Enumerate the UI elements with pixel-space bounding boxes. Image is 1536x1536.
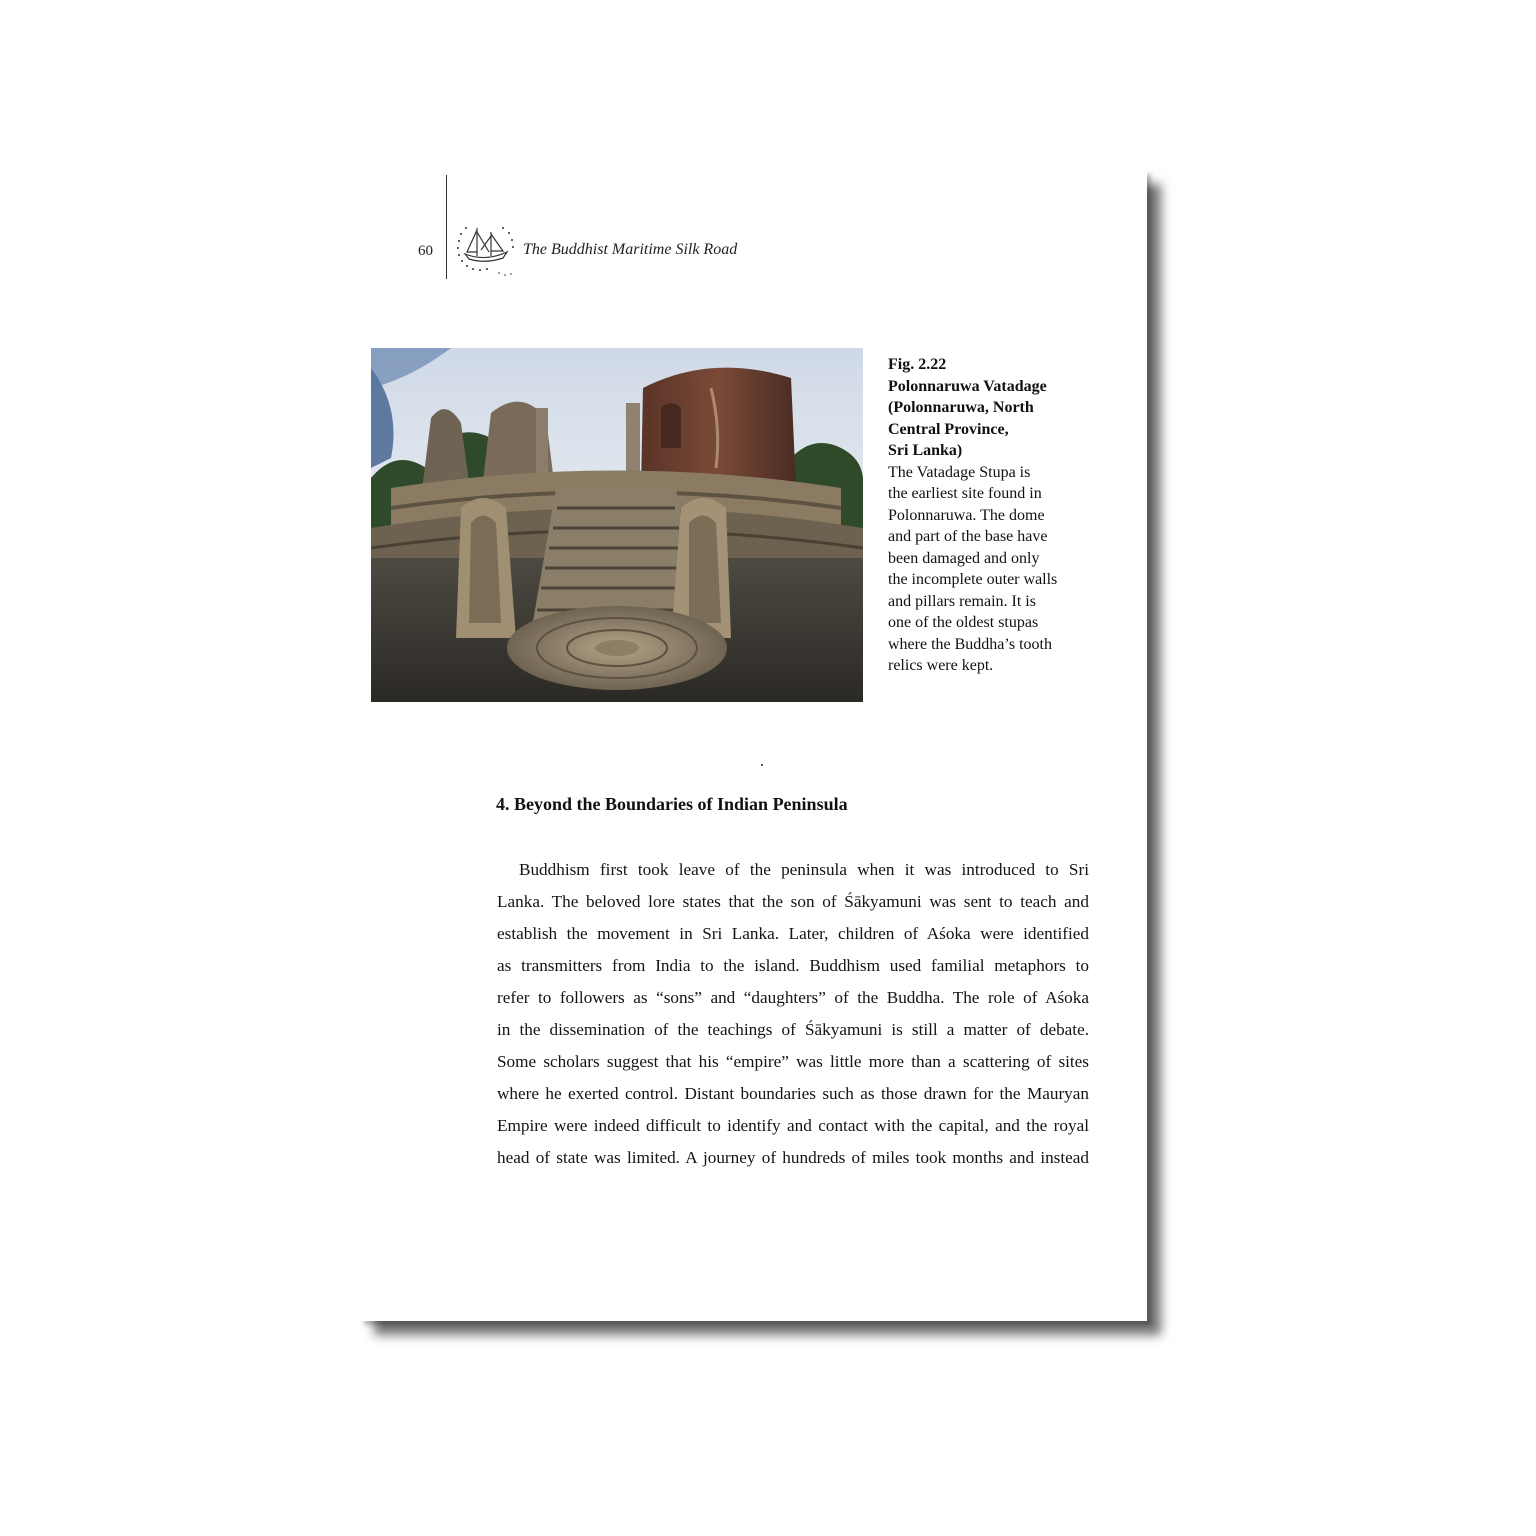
header-rule — [446, 175, 447, 279]
paragraph-line: Buddhism first took leave of the peninsula when it was introduced to Sri — [519, 860, 1089, 879]
paragraph-line: establish the movement in Sri Lanka. Later, children of Aśoka were identified — [497, 924, 1089, 943]
figure-title-line: Polonnaruwa Vatadage — [888, 377, 1047, 395]
figure-description-line: The Vatadage Stupa is — [888, 463, 1031, 481]
vatadage-stupa-photo — [371, 348, 863, 702]
paragraph-line: as transmitters from India to the island. Buddhism used familial metaphors to — [497, 956, 1089, 975]
running-title: The Buddhist Maritime Silk Road — [523, 241, 738, 258]
figure-title-line: Sri Lanka) — [888, 442, 963, 459]
page-number: 60 — [418, 243, 433, 259]
body-paragraph — [497, 854, 1089, 1174]
paragraph-line: in the dissemination of the teachings of Śākyamuni is still a matter of debate. — [497, 1020, 1089, 1039]
paragraph-line: Lanka. The beloved lore states that the son of Śākyamuni was sent to teach and — [497, 892, 1089, 911]
figure-description-line: and pillars remain. It is — [888, 592, 1036, 610]
figure-description-line: been damaged and only — [888, 549, 1040, 567]
figure-description-line: relics were kept. — [888, 657, 994, 674]
figure-caption — [888, 354, 1088, 677]
section-heading: 4. Beyond the Boundaries of Indian Peninsula — [496, 794, 848, 814]
figure-description-line: one of the oldest stupas — [888, 614, 1039, 631]
paragraph-line: Empire were indeed difficult to identify and contact with the capital, and the royal — [497, 1116, 1089, 1135]
figure-description-line: Polonnaruwa. The dome — [888, 506, 1045, 524]
figure-description-line: and part of the base have — [888, 528, 1048, 545]
running-header — [360, 170, 1147, 290]
figure-description-line: the earliest site found in — [888, 485, 1042, 502]
scan-speck — [761, 764, 763, 766]
sailing-ship-icon — [455, 218, 517, 278]
figure-description-line: where the Buddha’s tooth — [888, 635, 1052, 653]
figure-title-line: Central Province, — [888, 420, 1009, 438]
figure-description-line: the incomplete outer walls — [888, 571, 1058, 588]
figure-title-line: (Polonnaruwa, North — [888, 399, 1034, 416]
paragraph-line: where he exerted control. Distant boundaries such as those drawn for the Mauryan — [497, 1084, 1089, 1103]
paragraph-line: Some scholars suggest that his “empire” was little more than a scattering of sites — [497, 1052, 1089, 1071]
paragraph-line: head of state was limited. A journey of hundreds of miles took months and instead — [497, 1148, 1089, 1167]
book-page — [360, 170, 1147, 1321]
figure-label: Fig. 2.22 — [888, 356, 947, 373]
paragraph-line: refer to followers as “sons” and “daughters” of the Buddha. The role of Aśoka — [497, 988, 1089, 1007]
